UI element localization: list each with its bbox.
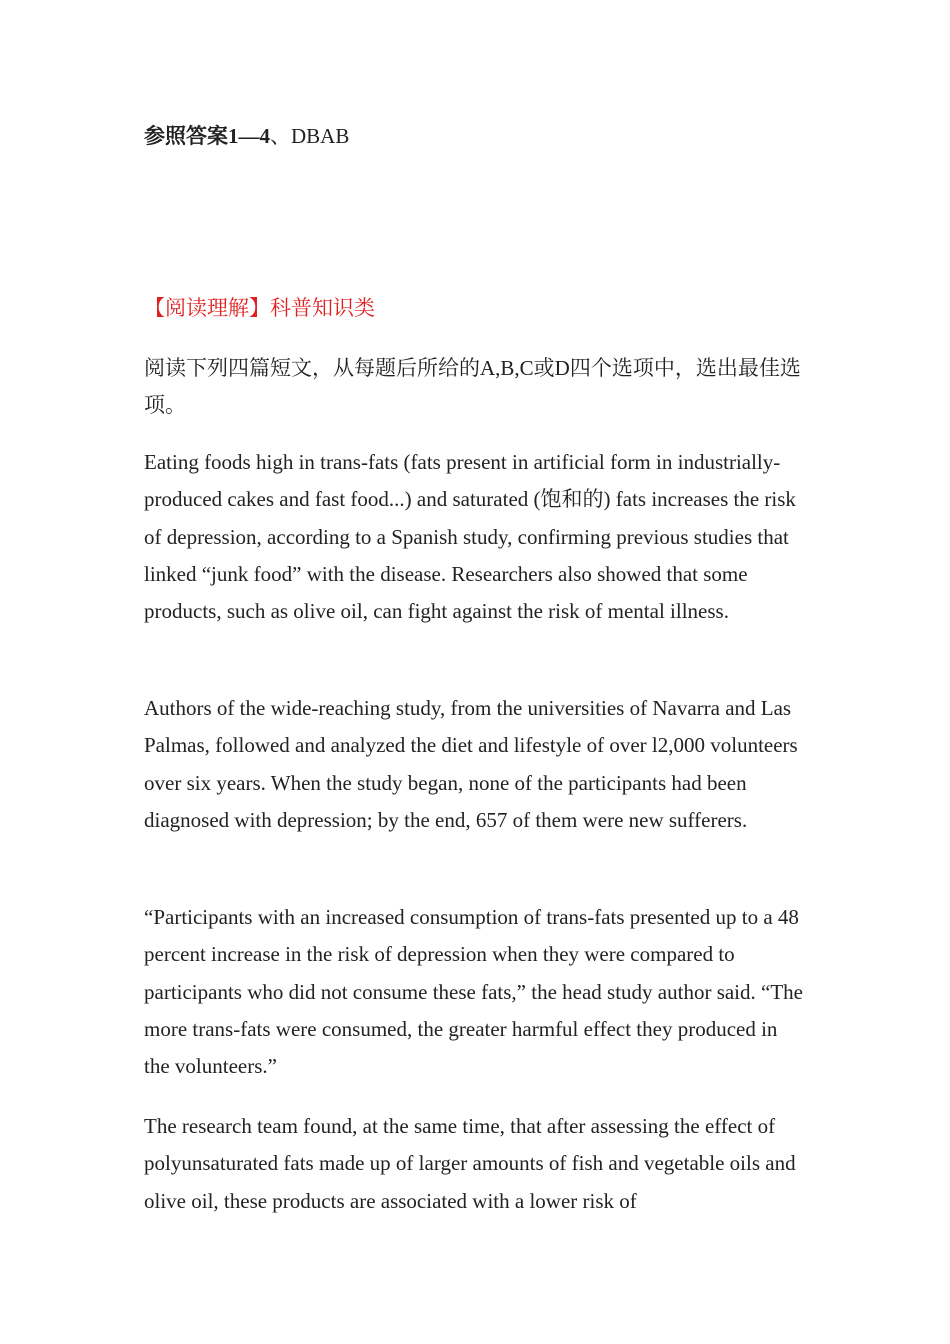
paragraph-4: The research team found, at the same time, that after assessing the effect of polyunsaturated fats made up of larger amounts of fish and vegetable oils and olive oil, these products are associated with a lower risk of <box>144 1114 796 1213</box>
instructions-text: 阅读下列四篇短文，从每题后所给的A,B,C或D四个选项中，选出最佳选项。 <box>144 356 801 417</box>
answer-key <box>144 120 349 152</box>
answer-value: 、DBAB <box>270 124 350 148</box>
paragraph-3: “Participants with an increased consumption of trans-fats presented up to a 48 percent increase in the risk of depression when they were compared to participants who did not consume these fats,” the head study author said. “The more trans-fats were consumed, the greater harmful effect they produced in the volunteers.” <box>144 905 803 1079</box>
answer-label: 参照答案1—4 <box>144 124 270 148</box>
paragraph-1: Eating foods high in trans-fats (fats present in artificial form in industrially-produced cakes and fast food...) and saturated (饱和的) fats increases the risk of depression, according to a Spanish study, confirming previous studies that linked “junk food” with the disease. Researchers also showed that some products, such as olive oil, can fight against the risk of mental illness. <box>144 450 796 624</box>
section-title: 【阅读理解】科普知识类 <box>144 296 375 320</box>
paragraph-2: Authors of the wide-reaching study, from the universities of Navarra and Las Palmas, followed and analyzed the diet and lifestyle of over l2,000 volunteers over six years. When the study began, none of the participants had been diagnosed with depression; by the end, 657 of them were new sufferers. <box>144 696 798 832</box>
